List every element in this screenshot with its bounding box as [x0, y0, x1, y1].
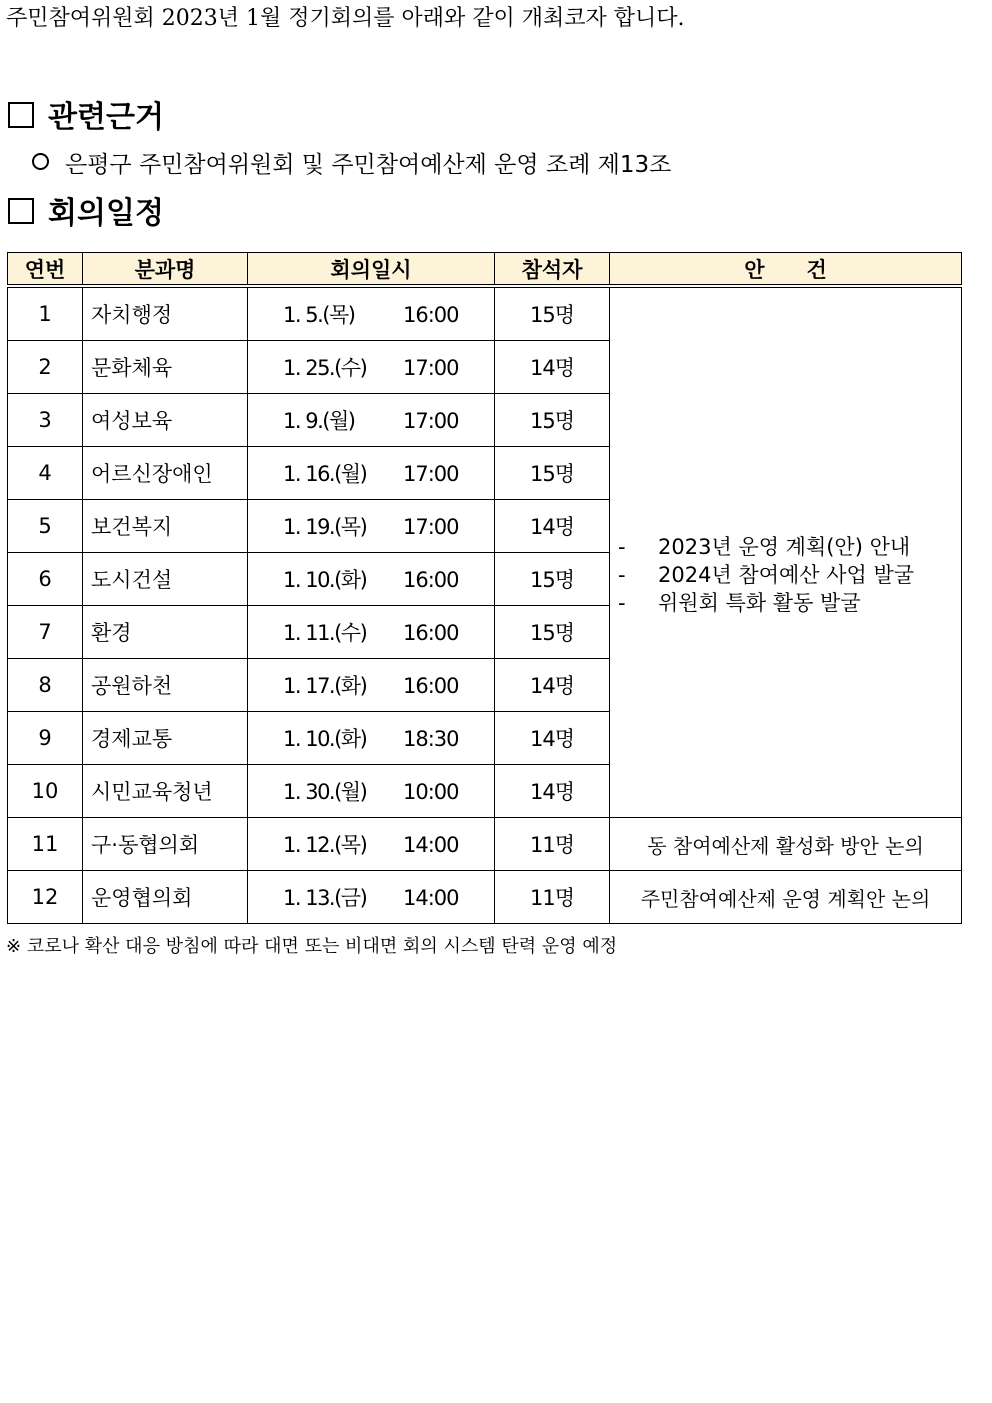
- basis-item: [32, 150, 671, 180]
- cell-datetime: [248, 818, 495, 871]
- cell-attendees: 11명: [495, 871, 610, 924]
- cell-no: 2: [8, 341, 83, 394]
- cell-attendees: 15명: [495, 286, 610, 341]
- header-dept: 분과명: [83, 253, 248, 287]
- section-heading-schedule: [8, 194, 164, 234]
- cell-dept: 공원하천: [83, 659, 248, 712]
- meeting-date: 1. 9.(월): [283, 409, 355, 433]
- cell-datetime: [248, 341, 495, 394]
- cell-attendees: 14명: [495, 500, 610, 553]
- cell-attendees: 15명: [495, 394, 610, 447]
- cell-datetime: [248, 871, 495, 924]
- cell-dept: 자치행정: [83, 286, 248, 341]
- schedule-table: [7, 252, 962, 924]
- meeting-time: 10:00: [403, 780, 459, 804]
- cell-no: 1: [8, 286, 83, 341]
- meeting-date: 1. 13.(금): [283, 886, 367, 910]
- cell-dept: 보건복지: [83, 500, 248, 553]
- square-bullet-icon: [8, 198, 34, 224]
- table-row: [8, 871, 962, 924]
- cell-dept: 여성보육: [83, 394, 248, 447]
- cell-attendees: 15명: [495, 447, 610, 500]
- cell-no: 8: [8, 659, 83, 712]
- cell-agenda-shared: [610, 286, 962, 818]
- cell-datetime: [248, 394, 495, 447]
- cell-datetime: [248, 712, 495, 765]
- meeting-time: 17:00: [403, 462, 459, 486]
- header-no: 연번: [8, 253, 83, 287]
- cell-dept: 구·동협의회: [83, 818, 248, 871]
- meeting-date: 1. 25.(수): [283, 356, 367, 380]
- meeting-date: 1. 16.(월): [283, 462, 367, 486]
- cell-agenda: 주민참여예산제 운영 계획안 논의: [610, 871, 962, 924]
- meeting-date: 1. 12.(목): [283, 833, 367, 857]
- section-title-schedule: 회의일정: [48, 196, 164, 231]
- meeting-time: 16:00: [403, 568, 459, 592]
- table-row: [8, 818, 962, 871]
- table-row: [8, 286, 962, 341]
- cell-datetime: [248, 500, 495, 553]
- cell-no: 11: [8, 818, 83, 871]
- cell-datetime: [248, 659, 495, 712]
- circle-bullet-icon: [32, 153, 49, 170]
- cell-attendees: 14명: [495, 659, 610, 712]
- meeting-date: 1. 5.(목): [283, 303, 355, 327]
- meeting-date: 1. 19.(목): [283, 515, 367, 539]
- meeting-date: 1. 10.(화): [283, 727, 367, 751]
- cell-attendees: 15명: [495, 553, 610, 606]
- cell-attendees: 15명: [495, 606, 610, 659]
- meeting-time: 17:00: [403, 356, 459, 380]
- header-agenda: 안 건: [610, 253, 962, 287]
- section-title-basis: 관련근거: [48, 100, 164, 135]
- agenda-item-text: 위원회 특화 활동 발굴: [658, 590, 861, 615]
- meeting-time: 14:00: [403, 833, 459, 857]
- cell-dept: 운영협의회: [83, 871, 248, 924]
- basis-item-text: 은평구 주민참여위원회 및 주민참여예산제 운영 조례 제13조: [65, 152, 672, 178]
- cell-dept: 환경: [83, 606, 248, 659]
- cell-dept: 경제교통: [83, 712, 248, 765]
- table-header-row: [8, 253, 962, 287]
- meeting-time: 16:00: [403, 303, 459, 327]
- meeting-time: 17:00: [403, 409, 459, 433]
- cell-no: 10: [8, 765, 83, 818]
- agenda-item: [618, 533, 961, 561]
- footnote: ※ 코로나 확산 대응 방침에 따라 대면 또는 비대면 회의 시스템 탄력 운영 예정: [6, 936, 618, 957]
- meeting-date: 1. 10.(화): [283, 568, 367, 592]
- cell-no: 5: [8, 500, 83, 553]
- cell-dept: 도시건설: [83, 553, 248, 606]
- cell-no: 6: [8, 553, 83, 606]
- meeting-date: 1. 30.(월): [283, 780, 367, 804]
- agenda-item: [618, 561, 961, 589]
- cell-attendees: 14명: [495, 341, 610, 394]
- meeting-date: 1. 17.(화): [283, 674, 367, 698]
- meeting-time: 18:30: [403, 727, 459, 751]
- agenda-item-text: 2024년 참여예산 사업 발굴: [658, 562, 915, 587]
- cell-datetime: [248, 447, 495, 500]
- meeting-time: 17:00: [403, 515, 459, 539]
- meeting-date: 1. 11.(수): [283, 621, 367, 645]
- cell-attendees: 11명: [495, 818, 610, 871]
- cell-no: 7: [8, 606, 83, 659]
- cell-no: 12: [8, 871, 83, 924]
- cell-datetime: [248, 286, 495, 341]
- header-datetime: 회의일시: [248, 253, 495, 287]
- cell-dept: 어르신장애인: [83, 447, 248, 500]
- intro-text: 주민참여위원회 2023년 1월 정기회의를 아래와 같이 개최코자 합니다.: [6, 6, 685, 31]
- cell-attendees: 14명: [495, 712, 610, 765]
- cell-datetime: [248, 765, 495, 818]
- section-heading-basis: [8, 98, 164, 138]
- meeting-time: 16:00: [403, 674, 459, 698]
- cell-no: 3: [8, 394, 83, 447]
- square-bullet-icon: [8, 102, 34, 128]
- agenda-item-text: 2023년 운영 계획(안) 안내: [658, 534, 911, 559]
- cell-no: 4: [8, 447, 83, 500]
- header-attendees: 참석자: [495, 253, 610, 287]
- agenda-item: [618, 589, 961, 617]
- cell-datetime: [248, 553, 495, 606]
- meeting-time: 16:00: [403, 621, 459, 645]
- cell-attendees: 14명: [495, 765, 610, 818]
- dash-bullet-icon: -: [618, 534, 626, 559]
- cell-dept: 문화체육: [83, 341, 248, 394]
- meeting-time: 14:00: [403, 886, 459, 910]
- cell-no: 9: [8, 712, 83, 765]
- dash-bullet-icon: -: [618, 562, 626, 587]
- cell-dept: 시민교육청년: [83, 765, 248, 818]
- cell-agenda: 동 참여예산제 활성화 방안 논의: [610, 818, 962, 871]
- dash-bullet-icon: -: [618, 590, 626, 615]
- cell-datetime: [248, 606, 495, 659]
